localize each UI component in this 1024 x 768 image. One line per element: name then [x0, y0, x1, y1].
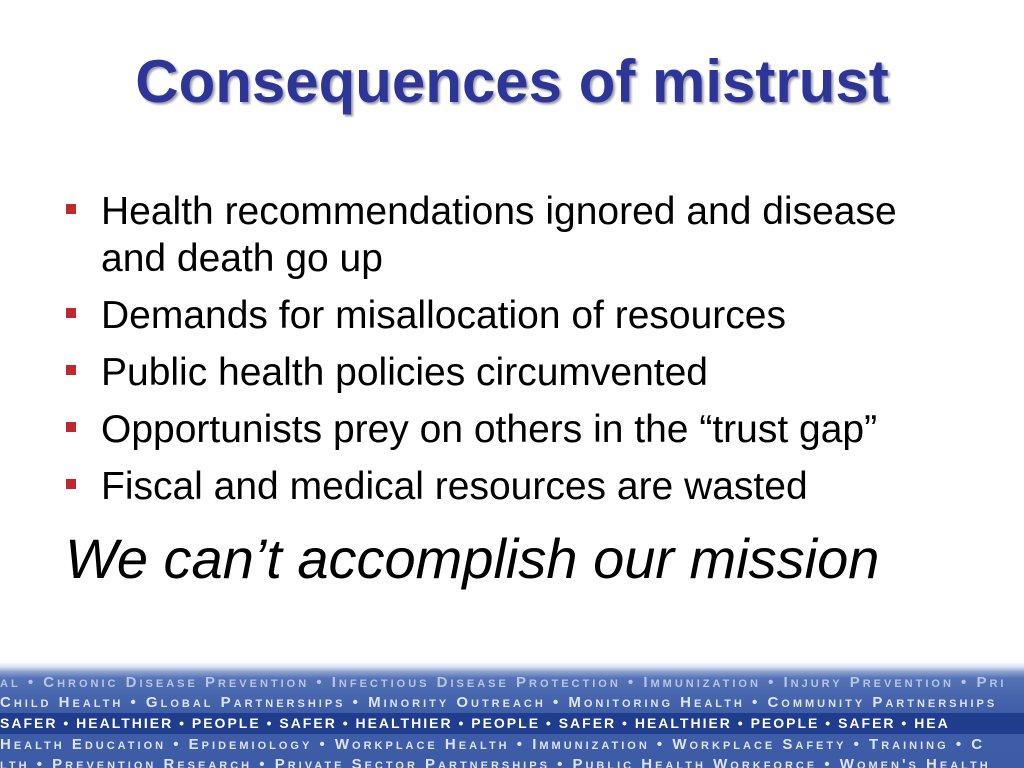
bullet-item [0, 349, 941, 396]
bullet-item [0, 406, 941, 453]
banner-row: Health Education • Epidemiology • Workplace Health • Immunization • Workplace Safety • Training • C [0, 736, 986, 753]
square-bullet-icon [66, 422, 76, 432]
bullet-item [0, 292, 941, 339]
banner-row: Child Health • Global Partnerships • Minority Outreach • Monitoring Health • Community Partnerships [0, 694, 998, 711]
bullet-text: Public health policies circumvented [101, 351, 708, 394]
bullet-text: Health recommendations ignored and disease and death go up [101, 190, 897, 280]
bullet-text: Fiscal and medical resources are wasted [101, 465, 808, 508]
slide-title: Consequences of mistrust [135, 48, 889, 115]
square-bullet-icon [66, 204, 76, 214]
footer-banner [0, 662, 1024, 768]
bullet-item [0, 463, 941, 510]
bullet-list [0, 188, 941, 520]
banner-slogan-row: SAFER • HEALTHIER • PEOPLE • SAFER • HEALTHIER • PEOPLE • SAFER • HEALTHIER • PEOPLE • SAFER • HEA [0, 713, 1024, 734]
square-bullet-icon [66, 365, 76, 375]
banner-row: al • Chronic Disease Prevention • Infectious Disease Protection • Immunization • Injury Prevention • Pri [0, 674, 1007, 691]
closing-statement: We can’t accomplish our mission [65, 527, 880, 590]
square-bullet-icon [66, 308, 76, 318]
square-bullet-icon [66, 479, 76, 489]
banner-row: lth • Prevention Research • Private Sector Partnerships • Public Health Workforce • Women's Health [0, 756, 991, 768]
bullet-text: Demands for misallocation of resources [101, 294, 786, 337]
bullet-item [0, 188, 941, 282]
bullet-text: Opportunists prey on others in the “trust gap” [101, 408, 878, 451]
